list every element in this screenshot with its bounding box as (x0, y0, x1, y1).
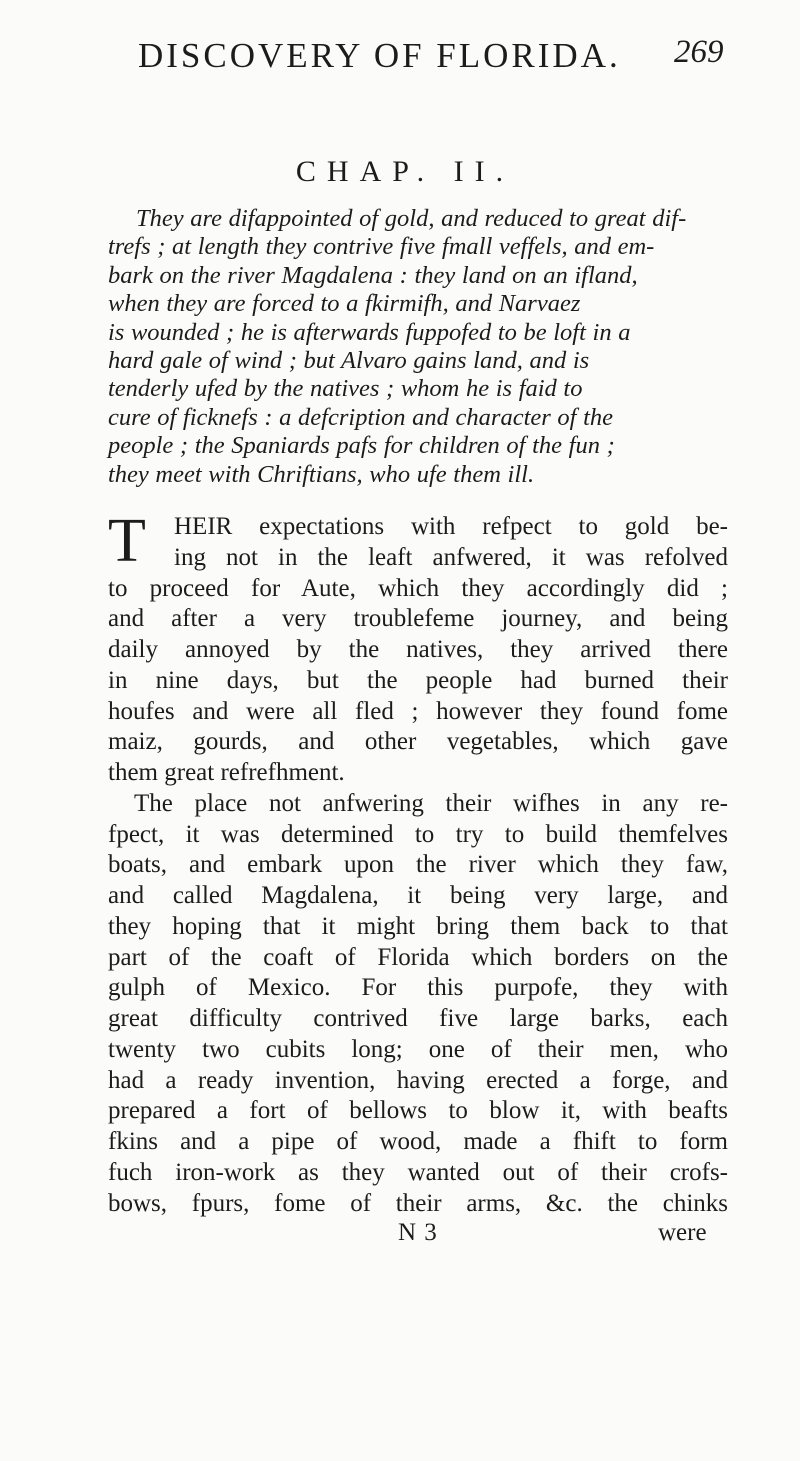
summary-line: tenderly ufed by the natives ; whom he is faid to (108, 375, 583, 403)
signature-line (108, 1219, 728, 1249)
body-line: fpect, it was determined to try to build themfelves (108, 820, 728, 848)
summary-line: bark on the river Magdalena : they land on an ifland, (108, 261, 638, 289)
catchword: were (658, 1219, 707, 1247)
summary-line: trefs ; at length they contrive five fmall veffels, and em- (108, 233, 655, 261)
chapter-heading: CHAP. II. (295, 155, 515, 188)
page-number: 269 (674, 34, 724, 70)
body-line: fkins and a pipe of wood, made a fhift to form (108, 1128, 728, 1155)
summary-line: They are difappointed of gold, and reduced to great dif- (136, 205, 687, 232)
body-line: and after a very troublefeme journey, and being (108, 605, 728, 633)
first-line-text: HEIR expectations with refpect to gold be- (174, 513, 728, 540)
body-line: great difficulty contrived five large barks, each (108, 1005, 728, 1032)
chapter-summary (108, 205, 714, 489)
body-line: bows, fpurs, fome of their arms, &c. the chinks (108, 1189, 728, 1217)
body-line: and called Magdalena, it being very large, and (108, 882, 728, 909)
summary-line: is wounded ; he is afterwards fuppofed to be loft in a (108, 318, 631, 346)
body-line: twenty two cubits long; one of their men, who (108, 1035, 728, 1063)
body-line: ing not in the leaft anfwered, it was refolved (174, 543, 728, 571)
drop-cap: T (108, 507, 146, 575)
summary-line: people ; the Spaniards pafs for children of the fun ; (108, 432, 615, 460)
body-line: daily annoyed by the natives, they arrived there (108, 636, 728, 663)
running-title: DISCOVERY OF FLORIDA. (138, 36, 621, 75)
body-line: had a ready invention, having erected a forge, and (108, 1066, 728, 1094)
running-head (110, 22, 730, 82)
body-line: prepared a fort of bellows to blow it, with beafts (108, 1097, 728, 1125)
body-line: gulph of Mexico. For this purpofe, they with (108, 974, 728, 1002)
body-line: to proceed for Aute, which they accordingly did ; (108, 574, 728, 602)
summary-line: they meet with Chriftians, who ufe them ill. (108, 460, 535, 488)
body-line: part of the coaft of Florida which borders on the (108, 943, 728, 971)
body-text (108, 507, 728, 1249)
body-line: fuch iron-work as they wanted out of their crofs- (108, 1158, 728, 1186)
body-line: maiz, gourds, and other vegetables, which gave (108, 728, 728, 756)
summary-line: when they are forced to a fkirmifh, and Narvaez (108, 290, 581, 318)
body-line: boats, and embark upon the river which they faw, (108, 851, 728, 879)
body-line: in nine days, but the people had burned their (108, 666, 728, 694)
body-line: they hoping that it might bring them back to that (108, 912, 728, 940)
body-line: them great refrefhment. (108, 759, 345, 786)
body-line: The place not anfwering their wifhes in any re- (134, 789, 728, 817)
signature-mark: N 3 (398, 1219, 438, 1247)
summary-line: cure of ficknefs : a defcription and character of the (108, 403, 614, 431)
summary-line: hard gale of wind ; but Alvaro gains land, and is (108, 347, 590, 375)
body-line: houfes and were all fled ; however they found fome (108, 697, 728, 725)
